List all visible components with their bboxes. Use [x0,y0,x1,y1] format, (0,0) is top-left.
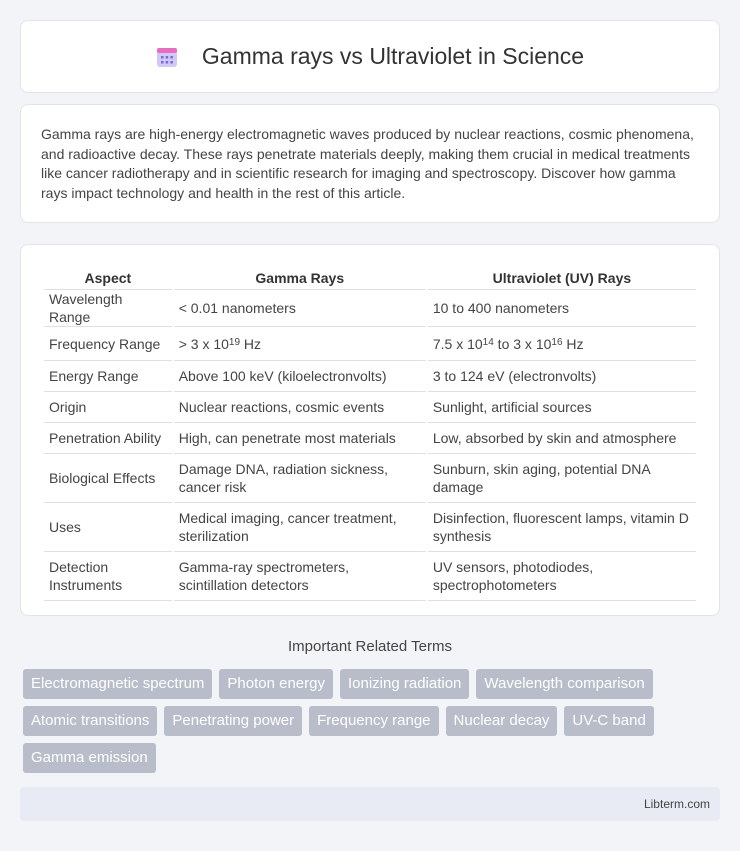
cell-uv: 10 to 400 nanometers [428,290,696,327]
cell-aspect: Frequency Range [44,327,172,361]
cell-uv: 3 to 124 eV (electronvolts) [428,361,696,392]
intro-text: Gamma rays are high-energy electromagnetic waves produced by nuclear reactions, cosmic phenomena, and radioactive decay. These rays penetrate materials deeply, making them crucial in medical treatments like cancer radiotherapy and in scientific research for imaging and spectroscopy. Discover how gamma rays impact technology and health in the rest of this article. [41,126,694,201]
cell-uv: Sunlight, artificial sources [428,392,696,423]
related-terms-list [23,669,723,773]
header-uv: Ultraviolet (UV) Rays [428,265,696,290]
calendar-grid-icon [156,46,178,68]
related-term-tag[interactable]: Nuclear decay [446,706,558,736]
table-row [44,290,696,327]
intro-card [20,104,720,223]
header-gamma: Gamma Rays [174,265,426,290]
related-term-tag[interactable]: Photon energy [219,669,333,699]
cell-aspect: Biological Effects [44,454,172,503]
cell-gamma: High, can penetrate most materials [174,423,426,454]
table-row [44,454,696,503]
cell-gamma: < 0.01 nanometers [174,290,426,327]
footer [20,787,720,821]
header-card [20,20,720,93]
cell-gamma: Gamma-ray spectrometers, scintillation detectors [174,552,426,601]
related-term-tag[interactable]: UV-C band [564,706,653,736]
cell-aspect: Penetration Ability [44,423,172,454]
comparison-table [42,265,698,601]
cell-aspect: Origin [44,392,172,423]
cell-uv: UV sensors, photodiodes, spectrophotometers [428,552,696,601]
cell-aspect: Energy Range [44,361,172,392]
table-row [44,552,696,601]
table-row [44,327,696,361]
cell-aspect: Uses [44,503,172,552]
related-term-tag[interactable]: Gamma emission [23,743,156,773]
table-header-row [44,265,696,290]
page-title: Gamma rays vs Ultraviolet in Science [201,43,585,69]
cell-aspect: Wavelength Range [44,290,172,327]
related-term-tag[interactable]: Atomic transitions [23,706,157,736]
cell-aspect: Detection Instruments [44,552,172,601]
table-row [44,392,696,423]
related-term-tag[interactable]: Ionizing radiation [340,669,469,699]
table-row [44,503,696,552]
related-term-tag[interactable]: Electromagnetic spectrum [23,669,212,699]
cell-uv: Low, absorbed by skin and atmosphere [428,423,696,454]
related-term-tag[interactable]: Penetrating power [164,706,302,736]
related-terms-title: Important Related Terms [288,638,452,655]
cell-uv: Disinfection, fluorescent lamps, vitamin D synthesis [428,503,696,552]
cell-uv: Sunburn, skin aging, potential DNA damage [428,454,696,503]
cell-gamma: > 3 x $10^{19}$ Hz [174,327,426,361]
footer-brand[interactable]: Libterm.com [643,797,710,811]
header-aspect: Aspect [44,265,172,290]
cell-gamma: Above 100 keV (kiloelectronvolts) [174,361,426,392]
related-term-tag[interactable]: Frequency range [309,706,438,736]
cell-uv: 7.5 x $10^{14}$ to 3 x $10^{16}$ Hz [428,327,696,361]
cell-gamma: Medical imaging, cancer treatment, sterilization [174,503,426,552]
related-term-tag[interactable]: Wavelength comparison [476,669,652,699]
table-row [44,361,696,392]
cell-gamma: Nuclear reactions, cosmic events [174,392,426,423]
comparison-table-card [20,244,720,616]
table-row [44,423,696,454]
cell-gamma: Damage DNA, radiation sickness, cancer risk [174,454,426,503]
